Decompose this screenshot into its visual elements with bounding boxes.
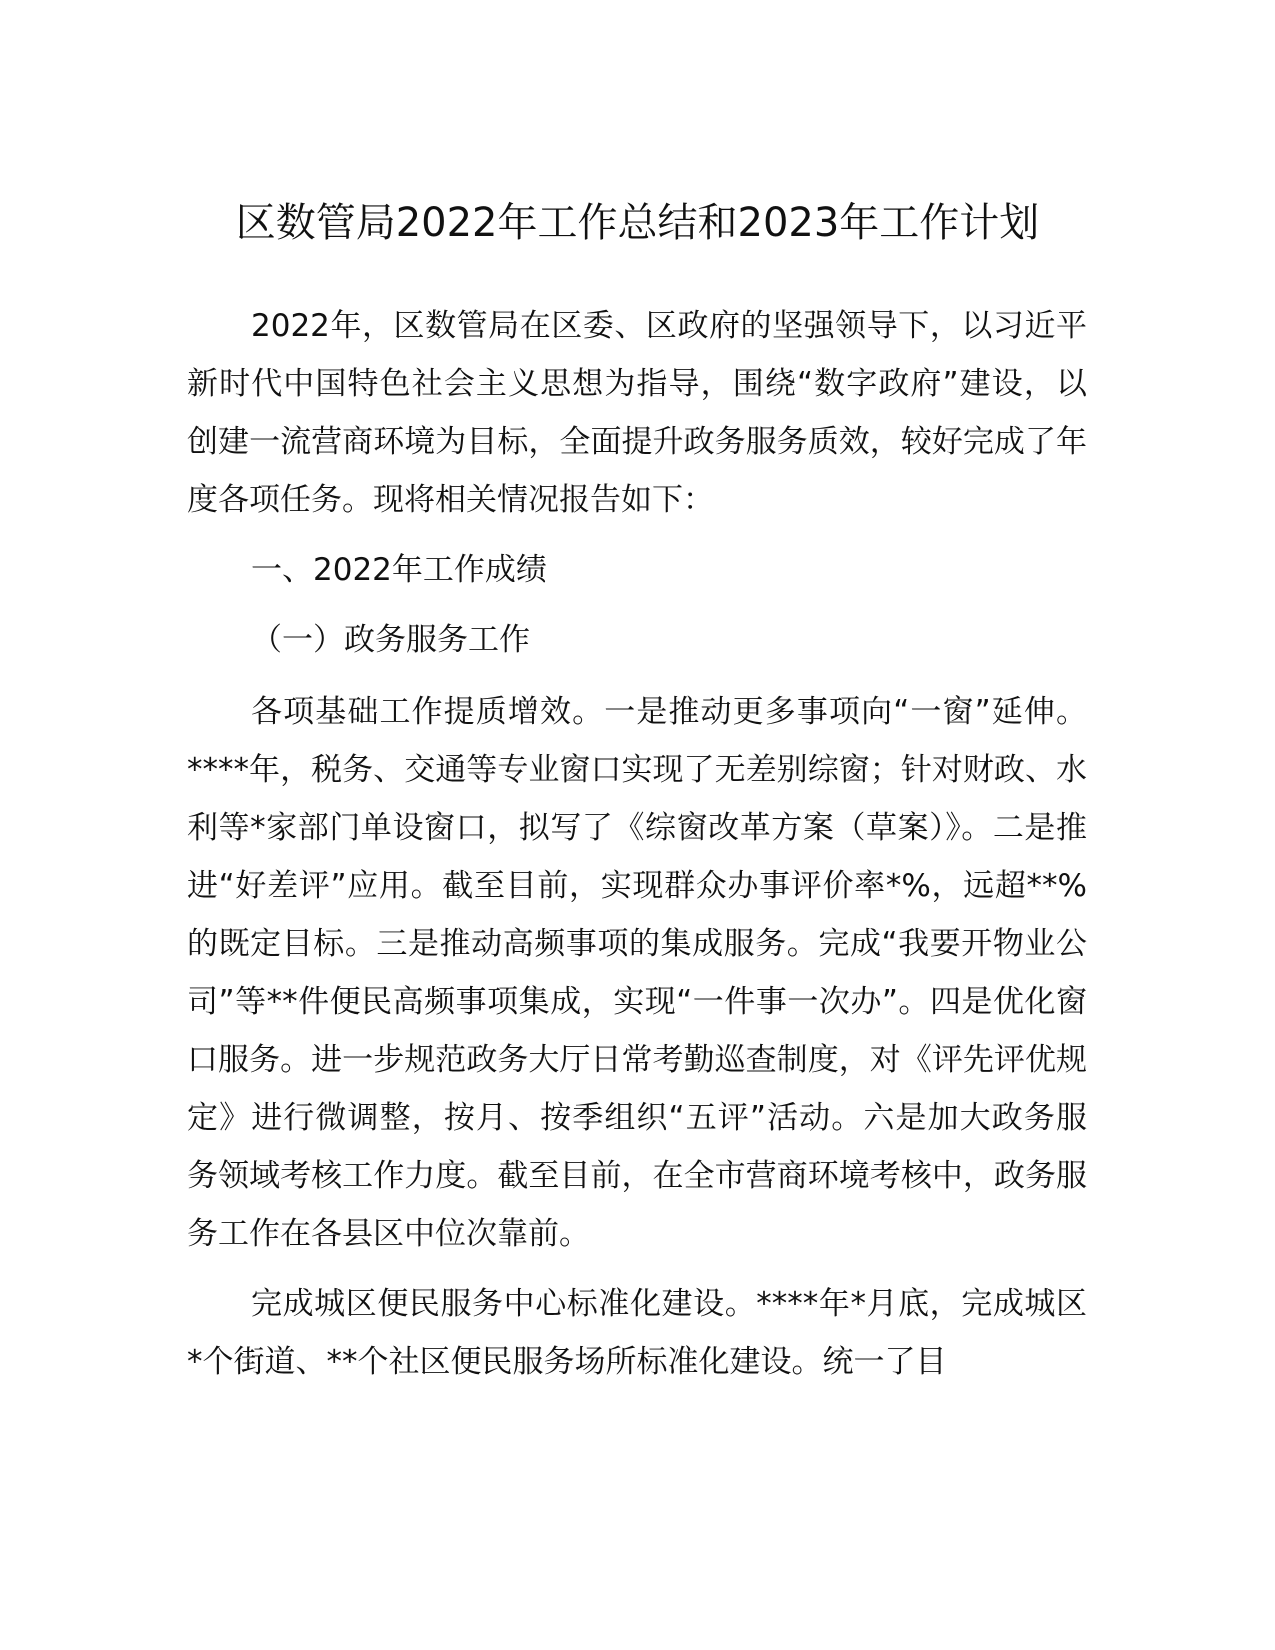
paragraph-service-center: 完成城区便民服务中心标准化建设。****年*月底，完成城区*个街道、**个社区便民服务场所标准化建设。统一了目 [187,1286,1087,1380]
paragraph-basic-work: 各项基础工作提质增效。一是推动更多事项向“一窗”延伸。****年，税务、交通等专业窗口实现了无差别综窗；针对财政、水利等*家部门单设窗口，拟写了《综窗改革方案（草案）》。二是推进“好差评”应用。截至目前，实现群众办事评价率*%，远超**%的既定目标。三是推动高频事项的集成服务。完成“我要开物业公司”等**件便民高频事项集成，实现“一件事一次办”。四是优化窗口服务。进一步规范政务大厅日常考勤巡查制度，对《评先评优规定》进行微调整，按月、按季组织“五评”活动。六是加大政务服务领域考核工作力度。截至目前，在全市营商环境考核中，政务服务工作在各县区中位次靠前。 [187,694,1087,1252]
intro-paragraph: 2022年，区数管局在区委、区政府的坚强领导下，以习近平新时代中国特色社会主义思想为指导，围绕“数字政府”建设，以创建一流营商环境为目标，全面提升政务服务质效，较好完成了年度各项任务。现将相关情况报告如下： [187,308,1087,518]
document-title: 区数管局2022年工作总结和2023年工作计划 [235,200,1040,246]
subsection-heading-government-services: （一）政务服务工作 [251,622,530,658]
section-heading-achievements: 一、2022年工作成绩 [251,552,547,588]
document-body [187,297,1087,1391]
